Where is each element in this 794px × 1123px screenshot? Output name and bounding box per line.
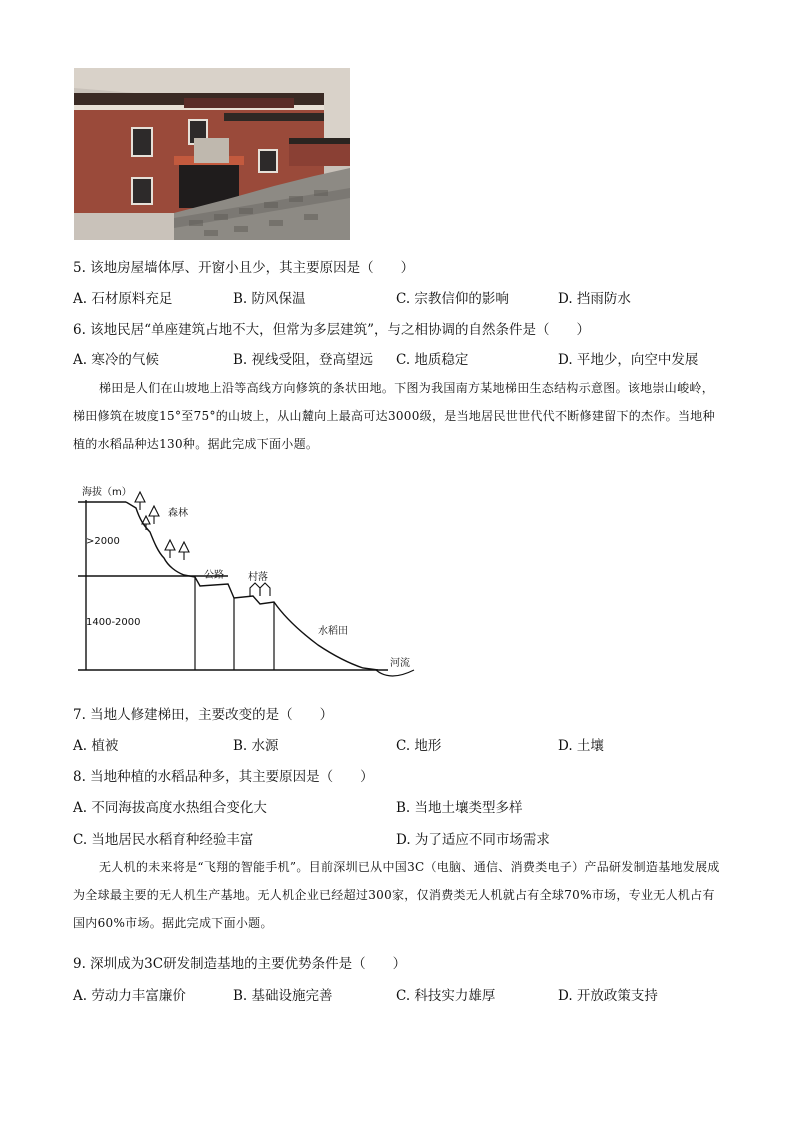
band-lower-label: 1400-2000 (86, 617, 141, 628)
forest-trees-icon (135, 492, 189, 560)
question-7-option-b[interactable]: B. 水源 (233, 738, 279, 754)
question-8-option-b[interactable]: B. 当地土壤类型多样 (396, 800, 523, 816)
passage-drones: 无人机的未来将是“飞翔的智能手机”。目前深圳已从中国3C（电脑、通信、消费类电子）产品研发制造基地发展成为全球最主要的无人机生产基地。无人机企业已经超过300家，仅消费类无人机就占有全球70%市场，专业无人机占有国内60%市场。据此完成下面小题。 (73, 860, 720, 930)
question-7-option-c[interactable]: C. 地形 (396, 738, 442, 754)
question-9-option-b[interactable]: B. 基础设施完善 (233, 988, 333, 1004)
village-label: 村落 (248, 572, 268, 583)
question-6-option-b[interactable]: B. 视线受阻，登高望远 (233, 352, 374, 368)
forest-label: 森林 (168, 508, 188, 519)
question-9-option-a[interactable]: A. 劳动力丰富廉价 (73, 988, 186, 1004)
question-7-stem: 7. 当地人修建梯田，主要改变的是（ ） (73, 707, 334, 723)
altitude-label: 海拔（m） (82, 487, 132, 498)
band-upper-label: >2000 (86, 536, 120, 547)
paddy-label: 水稻田 (318, 626, 348, 637)
question-7-option-a[interactable]: A. 植被 (73, 738, 119, 754)
question-5-option-a[interactable]: A. 石材原料充足 (73, 291, 173, 307)
question-6-option-d[interactable]: D. 平地少，向空中发展 (558, 352, 699, 368)
question-6-option-a[interactable]: A. 寒冷的气候 (73, 352, 159, 368)
question-9-option-d[interactable]: D. 开放政策支持 (558, 988, 658, 1004)
question-8-stem: 8. 当地种植的水稻品种多，其主要原因是（ ） (73, 769, 374, 785)
question-5-option-d[interactable]: D. 挡雨防水 (558, 291, 631, 307)
question-9-option-c[interactable]: C. 科技实力雄厚 (396, 988, 496, 1004)
question-5-option-b[interactable]: B. 防风保温 (233, 291, 306, 307)
question-5-stem: 5. 该地房屋墙体厚、开窗小且少，其主要原因是（ ） (73, 260, 415, 276)
terrace-diagram (78, 480, 423, 690)
house-photo (74, 68, 350, 240)
question-8-option-c[interactable]: C. 当地居民水稻育种经验丰富 (73, 832, 254, 848)
question-8-option-a[interactable]: A. 不同海拔高度水热组合变化大 (73, 800, 267, 816)
road-label: 公路 (204, 570, 224, 581)
passage-terraces: 梯田是人们在山坡地上沿等高线方向修筑的条状田地。下图为我国南方某地梯田生态结构示意图。该地崇山峻岭，梯田修筑在坡度15°至75°的山坡上，从山麓向上最高可达3000级，是当地居民世世代代不断修建留下的杰作。当地种植的水稻品种达130种。据此完成下面小题。 (73, 381, 715, 451)
question-5-option-c[interactable]: C. 宗教信仰的影响 (396, 291, 509, 307)
question-8-option-d[interactable]: D. 为了适应不同市场需求 (396, 832, 550, 848)
question-6-stem: 6. 该地民居“单座建筑占地不大，但常为多层建筑”，与之相协调的自然条件是（ ） (73, 322, 590, 338)
question-6-option-c[interactable]: C. 地质稳定 (396, 352, 469, 368)
question-9-stem: 9. 深圳成为3C研发制造基地的主要优势条件是（ ） (73, 956, 407, 972)
question-7-option-d[interactable]: D. 土壤 (558, 738, 604, 754)
river-channel (376, 670, 414, 676)
village-houses-icon (250, 583, 270, 596)
river-label: 河流 (390, 658, 410, 669)
